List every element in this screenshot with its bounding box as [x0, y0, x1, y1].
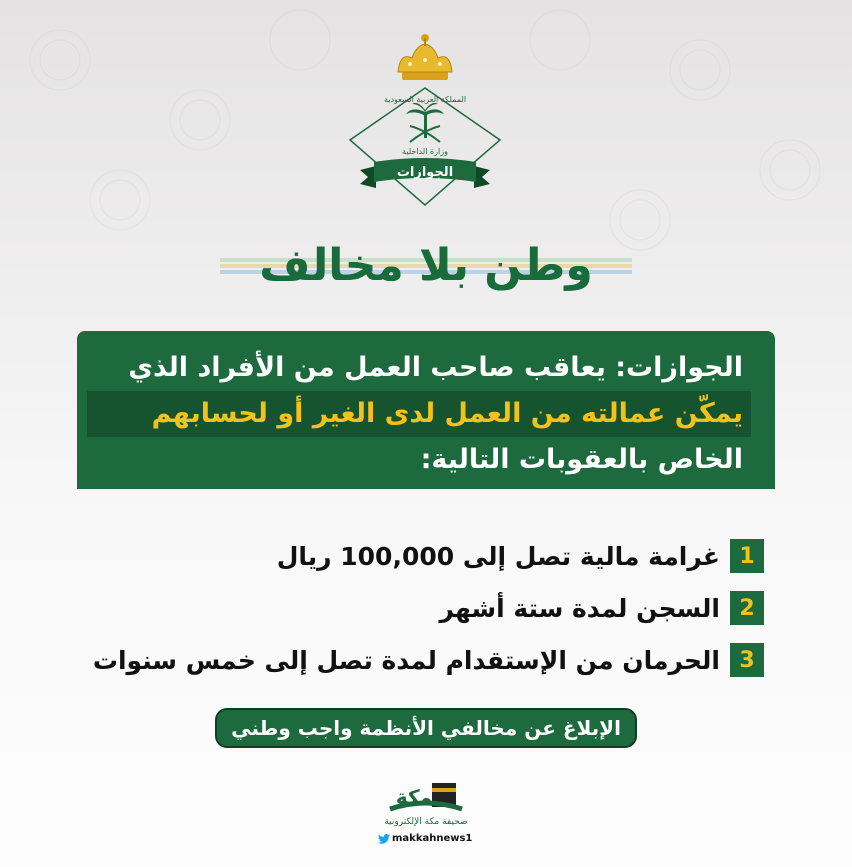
logo-text: مكة: [395, 785, 433, 809]
banner-text: الجوازات: [396, 165, 454, 180]
emblem-icon: [340, 30, 510, 210]
penalty-text: الحرمان من الإستقدام لمدة تصل إلى خمس سنوات: [92, 645, 720, 675]
panel-line-2-highlight: يمكّن عمالته من العمل لدى الغير أو لحسابهم: [87, 391, 751, 437]
penalty-item: [44, 530, 764, 582]
twitter-bird-icon: [378, 834, 390, 844]
ministry-text: وزارة الداخلية: [402, 147, 448, 156]
panel-line-1: الجوازات: يعاقب صاحب العمل من الأفراد الذي: [128, 352, 743, 383]
penalty-item: [44, 634, 764, 686]
kingdom-text: المملكة العربية السعودية: [383, 95, 467, 104]
penalty-item: [44, 582, 764, 634]
crown-icon: [398, 34, 452, 80]
penalty-number-badge: 2: [730, 591, 764, 625]
logo-subtitle: صحيفة مكة الإلكترونية: [384, 817, 468, 827]
handle-text: makkahnews1: [392, 833, 473, 844]
report-banner: الإبلاغ عن مخالفي الأنظمة واجب وطني: [215, 708, 637, 748]
penalty-number-badge: 3: [730, 643, 764, 677]
announcement-panel: [77, 331, 775, 489]
penalties-list: [44, 530, 764, 686]
penalty-number-badge: 1: [730, 539, 764, 573]
slogan-text: وطن بلا مخالف: [259, 240, 593, 291]
panel-line-3: الخاص بالعقوبات التالية:: [420, 444, 743, 475]
penalty-text: غرامة مالية تصل إلى 100,000 ريال: [276, 541, 720, 571]
slogan: [220, 236, 632, 296]
makkah-news-logo: [370, 775, 482, 865]
penalty-text: السجن لمدة ستة أشهر: [439, 593, 720, 623]
palm-swords-icon: [406, 103, 444, 142]
twitter-handle[interactable]: [378, 833, 472, 844]
jawazat-emblem: [340, 30, 510, 210]
